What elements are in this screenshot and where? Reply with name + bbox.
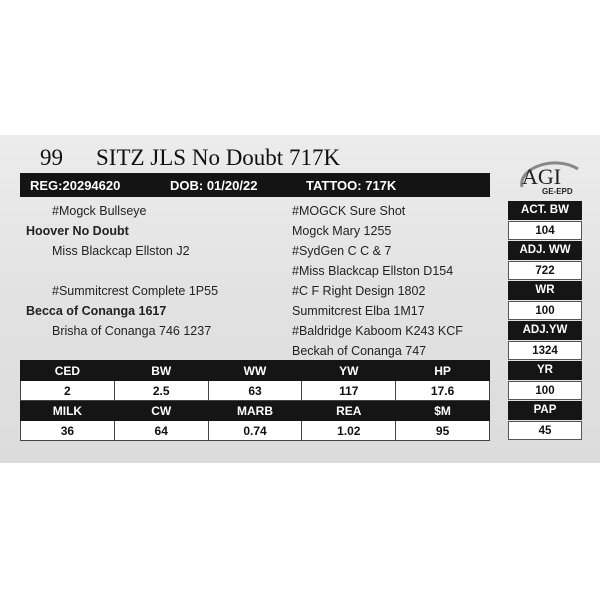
side-value-wr: 100 (508, 301, 582, 320)
pedigree-ddd: Beckah of Conanga 747 (292, 344, 427, 358)
registration-bar (20, 173, 490, 197)
reg-number: REG:20294620 (30, 178, 121, 193)
side-label-act-bw: ACT. BW (508, 201, 582, 220)
epd-value-hp: 17.6 (396, 381, 490, 401)
epd-table (20, 360, 490, 441)
epd-header-row (21, 361, 490, 381)
epd-value-marb: 0.74 (208, 421, 302, 441)
epd-header-rea: REA (302, 401, 396, 421)
epd-header-milk: MILK (21, 401, 115, 421)
epd-header-cw: CW (114, 401, 208, 421)
epd-header-ww: WW (208, 361, 302, 381)
pedigree-sss: #MOGCK Sure Shot (292, 204, 406, 218)
epd-header-bw: BW (114, 361, 208, 381)
epd-value-rea: 1.02 (302, 421, 396, 441)
pedigree-dss: #C F Right Design 1802 (292, 284, 426, 298)
side-label-adj-ww: ADJ. WW (508, 241, 582, 260)
pedigree-sds: #SydGen C C & 7 (292, 244, 392, 258)
epd-value-dollar-m: 95 (396, 421, 490, 441)
pedigree-sire-sire: #Mogck Bullseye (52, 204, 147, 218)
pedigree-sire: Hoover No Doubt (26, 224, 129, 238)
tattoo: TATTOO: 717K (306, 178, 397, 193)
pedigree-ssd: Mogck Mary 1255 (292, 224, 392, 238)
side-value-pap: 45 (508, 421, 582, 440)
epd-header-hp: HP (396, 361, 490, 381)
epd-value-ced: 2 (21, 381, 115, 401)
lot-number: 99 (40, 145, 63, 170)
pedigree-dam-dam: Brisha of Conanga 746 1237 (52, 324, 212, 338)
side-value-act-bw: 104 (508, 221, 582, 240)
pedigree-dam: Becca of Conanga 1617 (26, 304, 167, 318)
pedigree-sire-dam: Miss Blackcap Ellston J2 (52, 244, 190, 258)
epd-value-ww: 63 (208, 381, 302, 401)
epd-value-row (21, 421, 490, 441)
epd-value-cw: 64 (114, 421, 208, 441)
pedigree-dam-sire: #Summitcrest Complete 1P55 (52, 284, 219, 298)
pedigree-sdd: #Miss Blackcap Ellston D154 (292, 264, 454, 278)
epd-value-row (21, 381, 490, 401)
lot-card (0, 135, 600, 463)
epd-value-milk: 36 (21, 421, 115, 441)
dob: DOB: 01/20/22 (170, 178, 258, 193)
agi-logo (516, 157, 582, 197)
logo-text: AGI (522, 164, 562, 189)
epd-header-dollar-m: $M (396, 401, 490, 421)
side-value-yr: 100 (508, 381, 582, 400)
epd-header-ced: CED (21, 361, 115, 381)
side-value-adj-ww: 722 (508, 261, 582, 280)
pedigree-dds: #Baldridge Kaboom K243 KCF (292, 324, 463, 338)
side-value-adj-yw: 1324 (508, 341, 582, 360)
epd-value-yw: 117 (302, 381, 396, 401)
epd-header-marb: MARB (208, 401, 302, 421)
side-label-yr: YR (508, 361, 582, 380)
epd-header-yw: YW (302, 361, 396, 381)
side-label-wr: WR (508, 281, 582, 300)
side-label-pap: PAP (508, 401, 582, 420)
logo-subtext: GE-EPD (542, 187, 573, 196)
side-label-adj-yw: ADJ.YW (508, 321, 582, 340)
epd-header-row (21, 401, 490, 421)
epd-value-bw: 2.5 (114, 381, 208, 401)
pedigree-dsd: Summitcrest Elba 1M17 (292, 304, 425, 318)
animal-name: SITZ JLS No Doubt 717K (96, 145, 341, 170)
